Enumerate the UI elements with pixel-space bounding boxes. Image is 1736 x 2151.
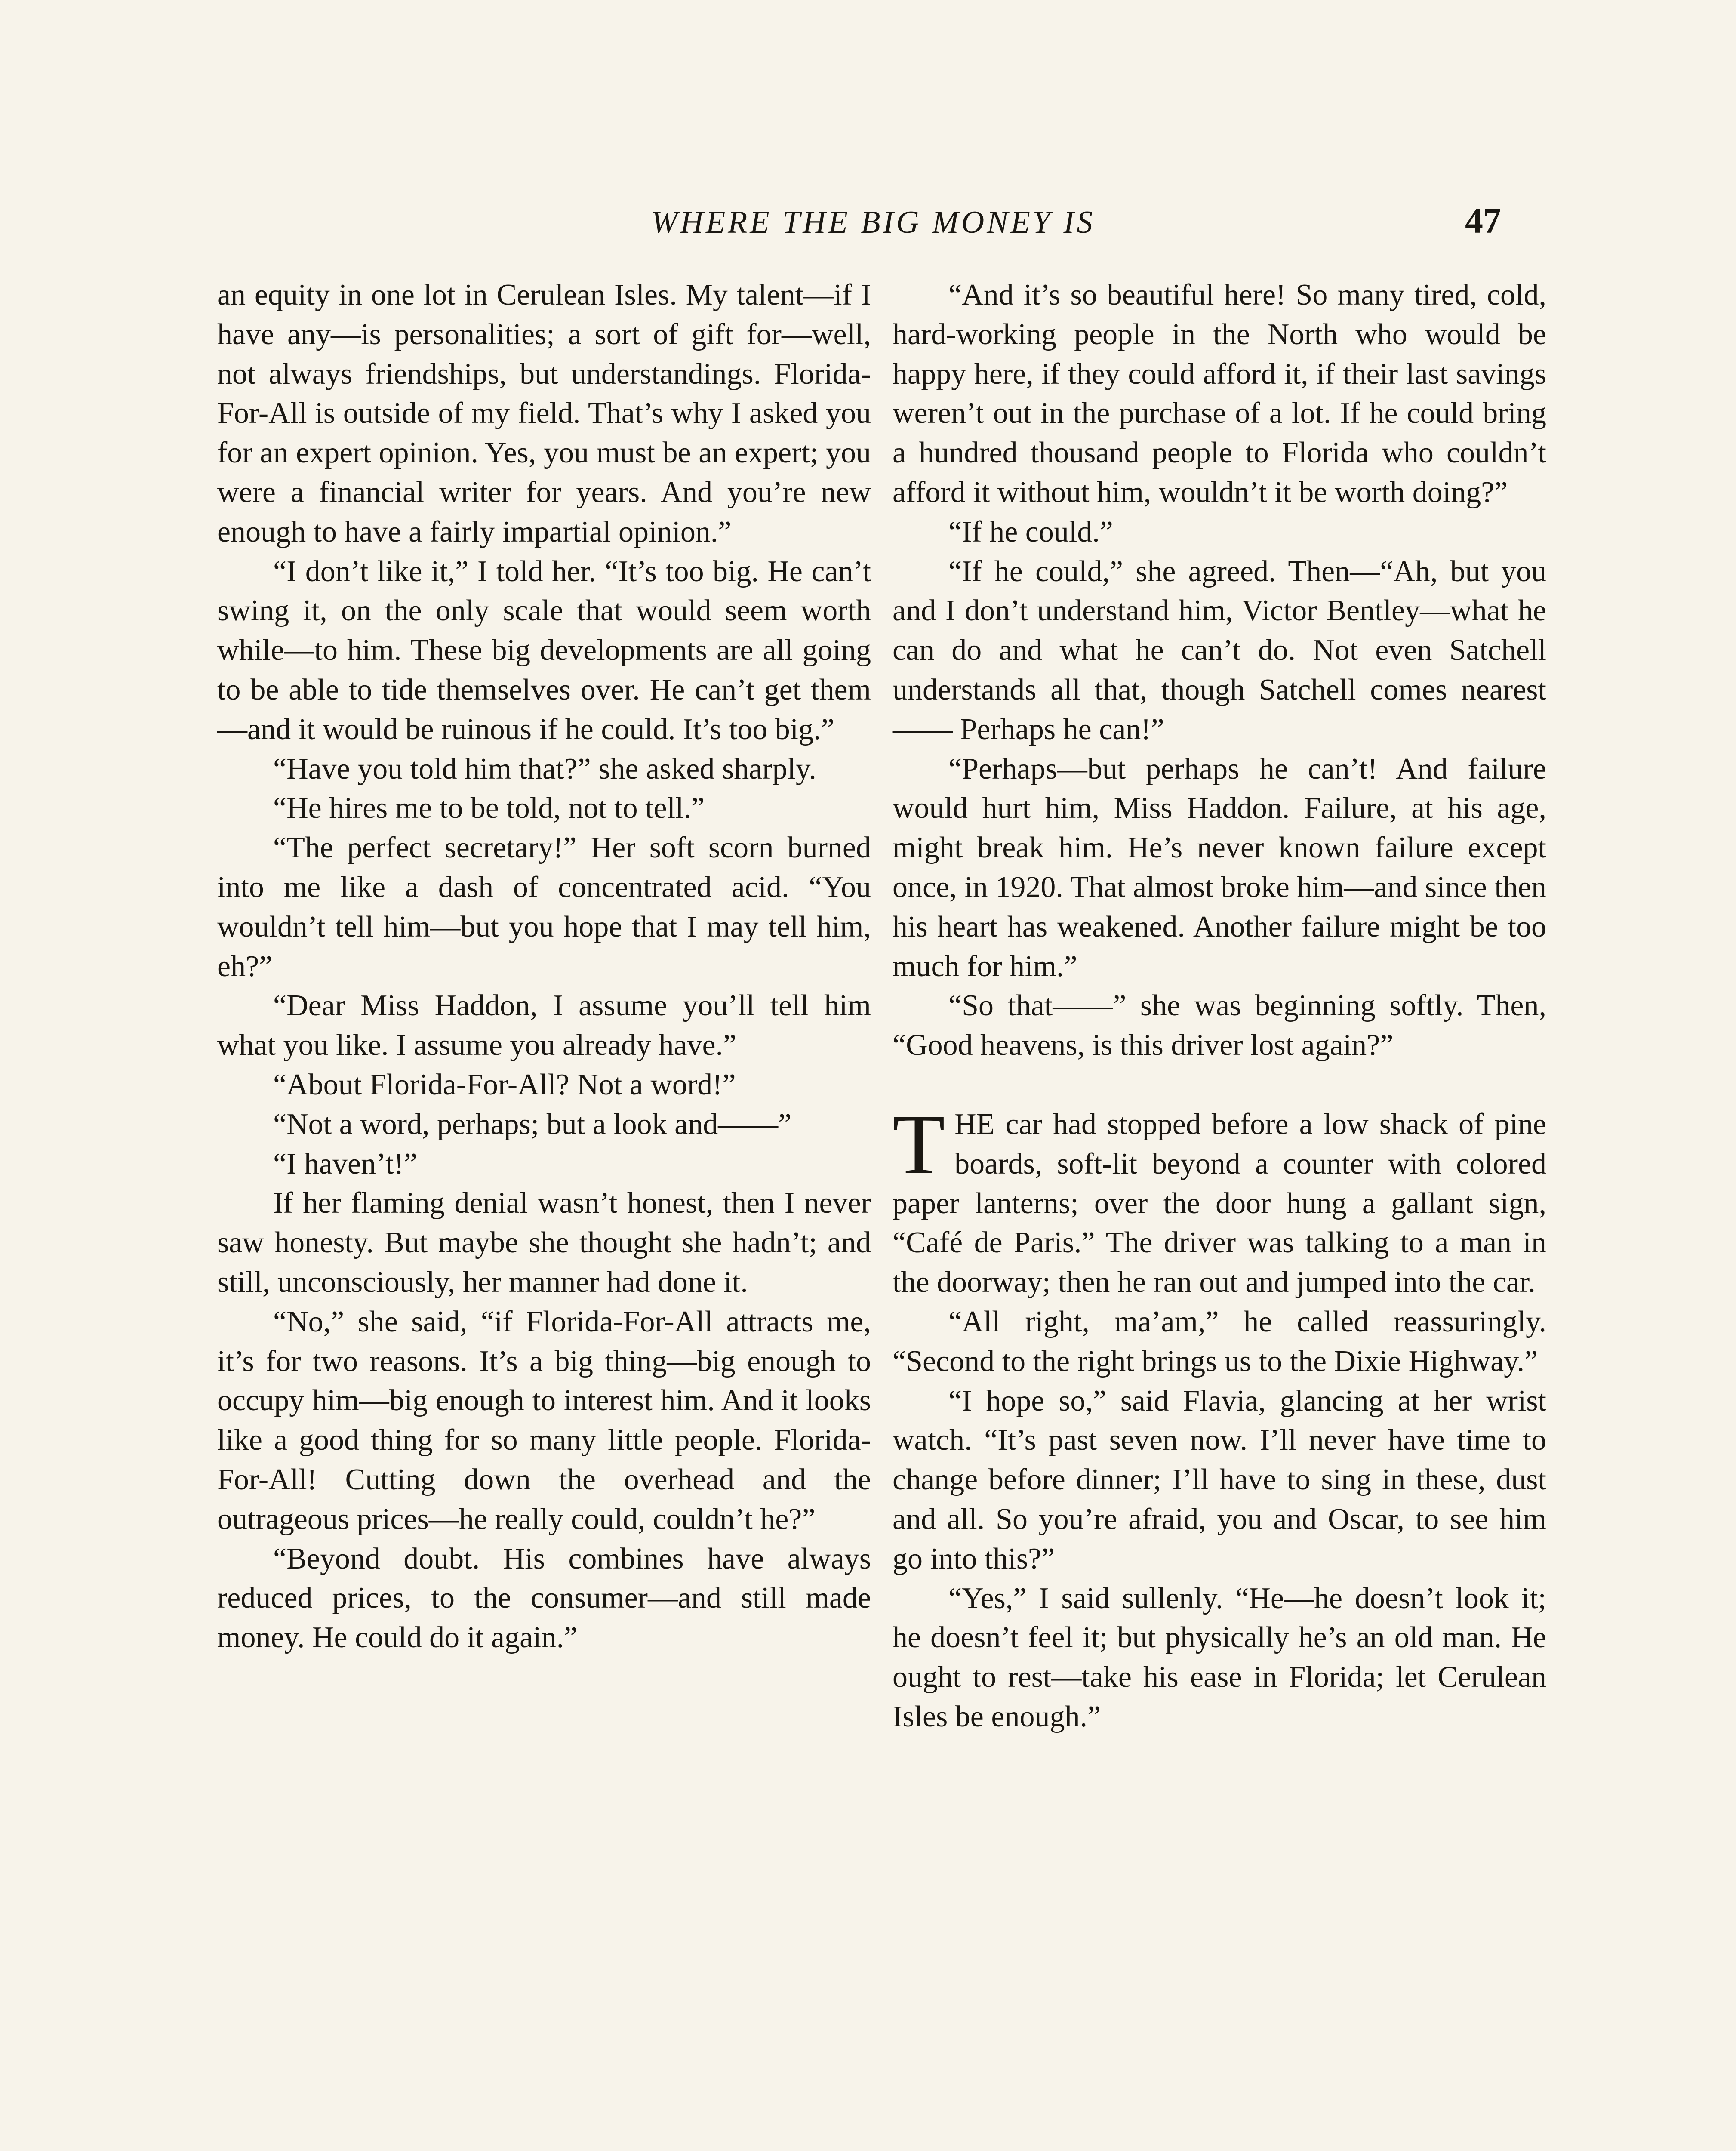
- paragraph: “I hope so,” said Flavia, glancing at her wrist watch. “It’s past seven now. I’ll never have time to change before dinner; I’ll have to sing in these, dust and all. So you’re afraid, you and Oscar, to see him go into this?”: [893, 1384, 1546, 1575]
- running-header: [215, 196, 1531, 247]
- paragraph: “Not a word, perhaps; but a look and——”: [273, 1107, 792, 1141]
- page-number: 47: [1465, 201, 1501, 241]
- paragraph: “The perfect secretary!” Her soft scorn burned into me like a dash of concentrated acid. “You wouldn’t tell him—but you hope that I may tell him, eh?”: [217, 831, 871, 983]
- paragraph: “He hires me to be told, not to tell.”: [273, 792, 705, 825]
- paragraph: “I don’t like it,” I told her. “It’s too big. He can’t swing it, on the only scale that would seem worth while—to him. These big developments are all going to be able to tide themselves over. He can’t get them—and it would be ruinous if he could. It’s too big.”: [217, 555, 871, 746]
- paragraph: “All right, ma’am,” he called reassuringly. “Second to the right brings us to the Dixie Highway.”: [893, 1305, 1546, 1378]
- running-title: WHERE THE BIG MONEY IS: [651, 205, 1096, 240]
- paragraph: “About Florida-For-All? Not a word!”: [273, 1068, 736, 1101]
- paragraph: “So that——” she was beginning softly. Then, “Good heavens, is this driver lost again?”: [893, 989, 1546, 1062]
- drop-cap: T: [893, 1097, 945, 1192]
- paragraph: “Perhaps—but perhaps he can’t! And failure would hurt him, Miss Haddon. Failure, at his age, might break him. He’s never known failure except once, in 1920. That almost broke him—and since then his heart has weakened. Another failure might be too much for him.”: [893, 752, 1546, 983]
- section-opening-paragraph: [893, 1097, 1546, 1302]
- paragraph: “I haven’t!”: [273, 1147, 417, 1180]
- paragraph: “Beyond doubt. His combines have always reduced prices, to the consumer—and still made money. He could do it again.”: [217, 1542, 871, 1655]
- paragraph: “Yes,” I said sullenly. “He—he doesn’t look it; he doesn’t feel it; but physically he’s an old man. He ought to rest—take his ease in Florida; let Cerulean Isles be enough.”: [893, 1581, 1546, 1733]
- left-column: [217, 275, 871, 1658]
- paragraph: an equity in one lot in Cerulean Isles. My talent—if I have any—is personalities; a sort of gift for—well, not always friendships, but understandings. Florida-For-All is outside of my field. That’s why I asked you for an expert opinion. Yes, you must be an expert; you were a financial writer for years. And you’re new enough to have a fairly impartial opinion.”: [217, 278, 871, 549]
- paragraph: “Dear Miss Haddon, I assume you’ll tell him what you like. I assume you already have.”: [217, 989, 871, 1062]
- paragraph: “If he could,” she agreed. Then—“Ah, but you and I don’t understand him, Victor Bentley—what he can do and what he can’t do. Not even Satchell understands all that, though Satchell comes nearest—— Perhaps he can!”: [893, 555, 1546, 746]
- paragraph: “If he could.”: [948, 515, 1113, 549]
- right-column: [893, 275, 1546, 1737]
- paragraph: “No,” she said, “if Florida-For-All attracts me, it’s for two reasons. It’s a big thing—big enough to occupy him—big enough to interest him. And it looks like a good thing for so many little people. Florida-For-All! Cutting down the overhead and the outrageous prices—he really could, couldn’t he?”: [217, 1305, 871, 1536]
- paragraph: If her flaming denial wasn’t honest, then I never saw honesty. But maybe she thought she hadn’t; and still, unconsciously, her manner had done it.: [217, 1186, 871, 1299]
- paragraph-text: HE car had stopped before a low shack of pine boards, soft-lit beyond a counter with colored paper lanterns; over the door hung a gallant sign, “Café de Paris.” The driver was talking to a man in the doorway; then he ran out and jumped into the car.: [893, 1107, 1546, 1299]
- paragraph: “Have you told him that?” she asked sharply.: [273, 752, 816, 786]
- paragraph: “And it’s so beautiful here! So many tired, cold, hard-working people in the North who would be happy here, if they could afford it, if their last savings weren’t out in the purchase of a lot. If he could bring a hundred thousand people to Florida who couldn’t afford it without him, wouldn’t it be worth doing?”: [893, 278, 1546, 509]
